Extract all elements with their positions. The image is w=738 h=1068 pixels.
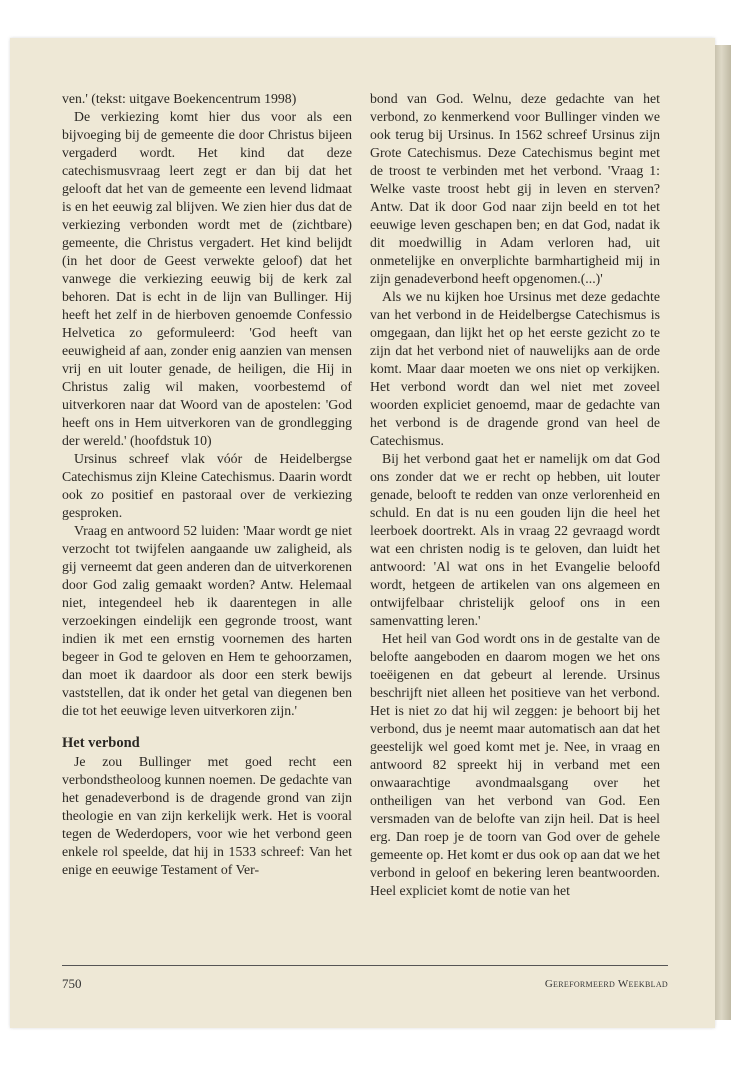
paragraph: De verkiezing komt hier dus voor als een bijvoeging bij de gemeente die door Christus bijeen vergaderd wordt. Het kind dat deze catechismusvraag leert zegt er dan bij dat het gelooft dat het van de gemeente een levend lidmaat is en het eeuwig zal blijven. We zien hier dus dat de verkiezing verbonden wordt met de (zichtbare) gemeente, die Christus vergadert. Het kind belijdt (in het door de Geest verwekte geloof) dat het vanwege die verkiezing eeuwig bij de kerk zal behoren. Dat is echt in de lijn van Bullinger. Hij heeft het zelf in de hierboven genoemde Confessio Helvetica zo geformuleerd: 'God heeft van eeuwigheid af aan, zonder enig aanzien van mensen vrij en uit louter genade, de heiligen, die Hij in Christus zalig wil maken, voorbestemd of uitverkoren naar dat Woord van de apostelen: 'God heeft ons in Hem uitverkoren van de grondlegging der wereld.' (hoofdstuk 10) xyxy=(62,109,352,448)
footer-rule xyxy=(62,965,668,966)
page-edge xyxy=(715,45,731,1020)
publication-name: Gereformeerd Weekblad xyxy=(544,978,668,990)
paragraph: Vraag en antwoord 52 luiden: 'Maar wordt ge niet verzocht tot twijfelen aangaande uw zaligheid, als gij verneemt dat geen anderen dan de uitverkorenen door God zalig gemaakt worden? Antw. Helemaal niet, integendeel heb ik daarentegen in alle verzoekingen eindelijk een gegronde troost, want indien ik met een ernstig voornemen des harten begeer in God te geloven en Hem te gehoorzamen, dan moet ik daardoor als door een sterk bewijs vaststellen, dat ik onder het getal van diegenen ben die tot het eeuwige leven uitverkoren zijn.' xyxy=(62,523,352,718)
paragraph: Bij het verbond gaat het er namelijk om dat God ons zonder dat we er recht op hebben, uit louter genade, belooft te redden van onze verlorenheid en schuld. En dat is nu een gouden lijn die heel het leerboek doortrekt. Als in vraag 22 gevraagd wordt wat een christen nodig is te geloven, dan luidt het antwoord: 'Al wat ons in het Evangelie beloofd wordt, hetgeen de artikelen van ons algemeen en ontwijfelbaar christelijk geloof ons in een samenvatting leren.' xyxy=(370,451,660,628)
paragraph: Als we nu kijken hoe Ursinus met deze gedachte van het verbond in de Heidelbergse Catechismus is omgegaan, dan lijkt het op het eerste gezicht zo te zijn dat het verbond niet of nauwelijks aan de orde komt. Maar daar moeten we ons niet op verkijken. Het verbond wordt dan wel niet met zoveel woorden expliciet genoemd, maar de gedachte van het verbond is de dragende grond van heel de Catechismus. xyxy=(370,289,660,448)
paragraph: ven.' (tekst: uitgave Boekencentrum 1998) xyxy=(62,91,297,106)
page-number: 750 xyxy=(62,976,82,991)
left-column xyxy=(62,90,352,879)
right-column xyxy=(370,90,660,900)
section-heading: Het verbond xyxy=(62,735,140,751)
paragraph: Je zou Bullinger met goed recht een verbondstheoloog kunnen noemen. De gedachte van het genadeverbond is de dragende grond van zijn theologie en van zijn kerkelijk werk. Het is vooral tegen de Wederdopers, voor wie het verbond geen enkele rol speelde, dat hij in 1533 schreef: Van het enige en eeuwige Testament of Ver- xyxy=(62,754,352,877)
paragraph: bond van God. Welnu, deze gedachte van het verbond, zo kenmerkend voor Bullinger vinden we ook terug bij Ursinus. In 1562 schreef Ursinus zijn Grote Catechismus. Deze Catechismus begint met de troost te verbinden met het verbond. 'Vraag 1: Welke vaste troost hebt gij in leven en sterven? Antw. Dat ik door God naar zijn beeld en tot het eeuwige leven geschapen ben; en dat God, nadat ik dit moedwillig in Adam verloren had, uit onmetelijke en onverplichte barmhartigheid mij in zijn genadeverbond heeft opgenomen.(...)' xyxy=(370,91,660,286)
paragraph: Het heil van God wordt ons in de gestalte van de belofte aangeboden en daarom mogen we het ons toeëigenen en dat gebeurt al lerende. Ursinus beschrijft niet alleen het positieve van het verbond. Het is niet zo dat hij wil zeggen: je behoort bij het verbond, dus je neemt maar automatisch aan dat het geestelijk wel goed komt met je. Nee, in vraag en antwoord 82 spreekt hij in verband met een onwaarachtige avondmaalsgang over het ontheiligen van het verbond van God. Een versmaden van de belofte van zijn heil. Dat is heel erg. Dan roep je de toorn van God over de gehele gemeente op. Het komt er dus ook op aan dat we het verbond in geloof en bekering leren beantwoorden. Heel expliciet komt de notie van het xyxy=(370,631,660,898)
paragraph: Ursinus schreef vlak vóór de Heidelbergse Catechismus zijn Kleine Catechismus. Daarin wordt ook zo positief en pastoraal over de verkiezing gesproken. xyxy=(62,451,352,520)
